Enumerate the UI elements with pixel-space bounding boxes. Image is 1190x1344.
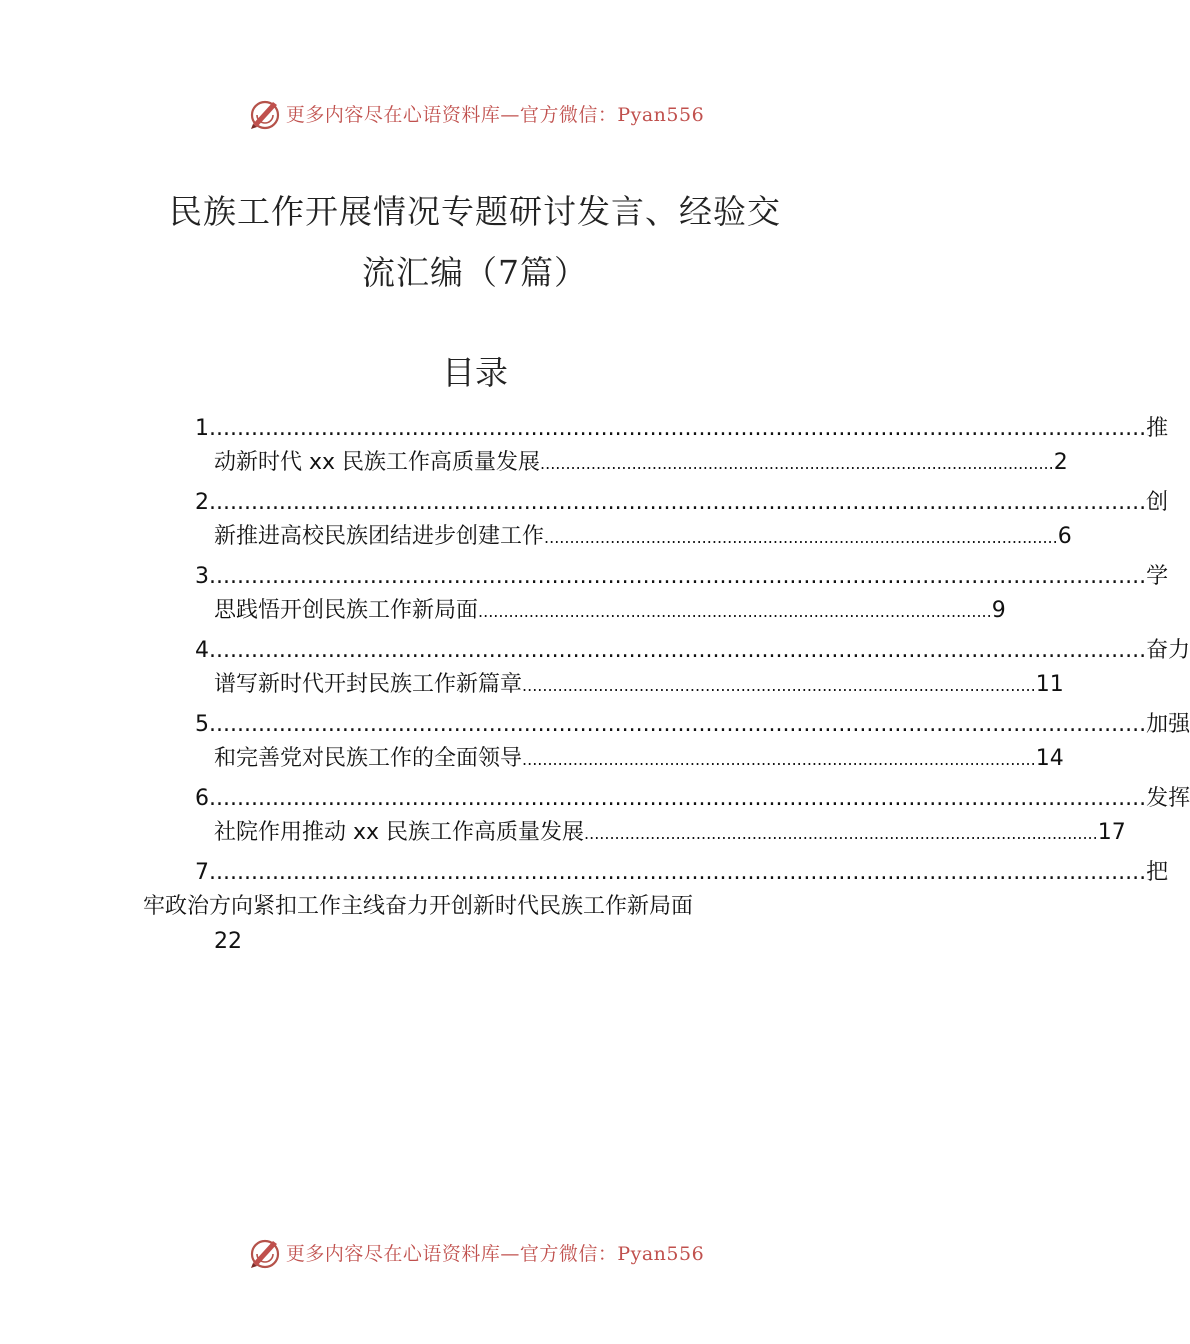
toc-entry-head: 奋力 <box>1146 638 1190 663</box>
toc-entry-title: 思践悟开创民族工作新局面 <box>214 598 479 623</box>
header-banner <box>0 93 950 133</box>
toc-leader-dots: ...................................................................................................................................... <box>209 860 1147 885</box>
toc-entry-7[interactable] <box>0 856 1169 976</box>
toc-entry-title: 动新时代 xx 民族工作高质量发展 <box>214 450 541 475</box>
toc-entry-line <box>214 816 1126 851</box>
toc-leader-dots: ..................................................................................................... <box>522 750 1036 769</box>
toc-leader-dots: ..................................................................................................... <box>584 824 1098 843</box>
toc-entry-line <box>195 486 1169 520</box>
toc-entry-line <box>195 560 1169 594</box>
toc-entry-page: 6 <box>1057 524 1072 549</box>
toc-entry-6[interactable] <box>0 782 1190 856</box>
toc-leader-dots: ...................................................................................................................................... <box>209 638 1147 663</box>
document-title-line-2: 流汇编（7篇） <box>362 253 588 292</box>
toc-entry-page: 11 <box>1035 672 1064 697</box>
toc-leader-dots: ...................................................................................................................................... <box>209 564 1147 589</box>
toc-entry-line <box>195 412 1169 446</box>
toc-entry-head: 加强 <box>1146 712 1190 737</box>
banner-text: 更多内容尽在心语资料库—官方微信：Pyan556 <box>285 103 705 126</box>
pen-logo-icon <box>246 95 282 131</box>
footer-banner <box>0 1232 950 1272</box>
toc-entry-title: 牢政治方向紧扣工作主线奋力开创新时代民族工作新局面 <box>143 894 694 919</box>
banner-text: 更多内容尽在心语资料库—官方微信：Pyan556 <box>285 1242 705 1265</box>
toc-entry-line <box>214 520 1072 555</box>
toc-entry-title: 和完善党对民族工作的全面领导 <box>214 746 523 771</box>
toc-leader-dots: ..................................................................................................... <box>478 602 992 621</box>
toc-entry-page: 14 <box>1035 746 1064 771</box>
toc-entry-title: 社院作用推动 xx 民族工作高质量发展 <box>214 820 585 845</box>
toc-entry-4[interactable] <box>0 634 1190 708</box>
toc-leader-dots: ..................................................................................................... <box>540 454 1054 473</box>
toc-leader-dots: ..................................................................................................... <box>544 528 1058 547</box>
toc-entry-number: 5 <box>195 712 209 737</box>
toc-entry-1[interactable] <box>0 412 1169 486</box>
toc-entry-title: 谱写新时代开封民族工作新篇章 <box>214 672 523 697</box>
toc-entry-number: 3 <box>195 564 209 589</box>
pen-logo-icon <box>246 1234 282 1270</box>
toc-leader-dots: ...................................................................................................................................... <box>209 416 1147 441</box>
toc-entry-number: 7 <box>195 860 209 885</box>
toc-entry-line <box>195 708 1190 742</box>
toc-entry-number: 2 <box>195 490 209 515</box>
toc-entry-page: 17 <box>1097 820 1126 845</box>
toc-entry-page: 22 <box>214 929 242 954</box>
toc-leader-dots: ..................................................................................................... <box>522 676 1036 695</box>
toc-entry-5[interactable] <box>0 708 1190 782</box>
toc-entry-line <box>214 668 1064 703</box>
toc-entry-line <box>195 856 1169 890</box>
toc-entry-number: 4 <box>195 638 209 663</box>
toc-entry-page: 9 <box>991 598 1006 623</box>
toc-entry-title: 新推进高校民族团结进步创建工作 <box>214 524 545 549</box>
toc-entry-head: 把 <box>1146 860 1169 885</box>
toc-entry-line <box>195 634 1190 668</box>
toc-leader-dots: ...................................................................................................................................... <box>209 786 1147 811</box>
toc-entry-number: 6 <box>195 786 209 811</box>
toc-entry-page: 2 <box>1053 450 1068 475</box>
toc-entry-head: 发挥 <box>1146 786 1190 811</box>
toc-entry-line <box>195 782 1190 816</box>
table-of-contents <box>0 412 1190 976</box>
toc-leader-dots: ...................................................................................................................................... <box>209 712 1147 737</box>
toc-entry-line <box>214 742 1064 777</box>
toc-entry-line <box>214 594 1006 629</box>
toc-entry-head: 学 <box>1146 564 1169 589</box>
toc-entry-head: 创 <box>1146 490 1169 515</box>
toc-leader-dots: ...................................................................................................................................... <box>209 490 1147 515</box>
document-title-line-1: 民族工作开展情况专题研讨发言、经验交 <box>169 192 781 231</box>
toc-entry-number: 1 <box>195 416 209 441</box>
toc-entry-2[interactable] <box>0 486 1169 560</box>
toc-entry-head: 推 <box>1146 416 1169 441</box>
toc-heading: 目录 <box>442 353 508 392</box>
toc-entry-3[interactable] <box>0 560 1169 634</box>
toc-entry-line <box>214 446 1068 481</box>
